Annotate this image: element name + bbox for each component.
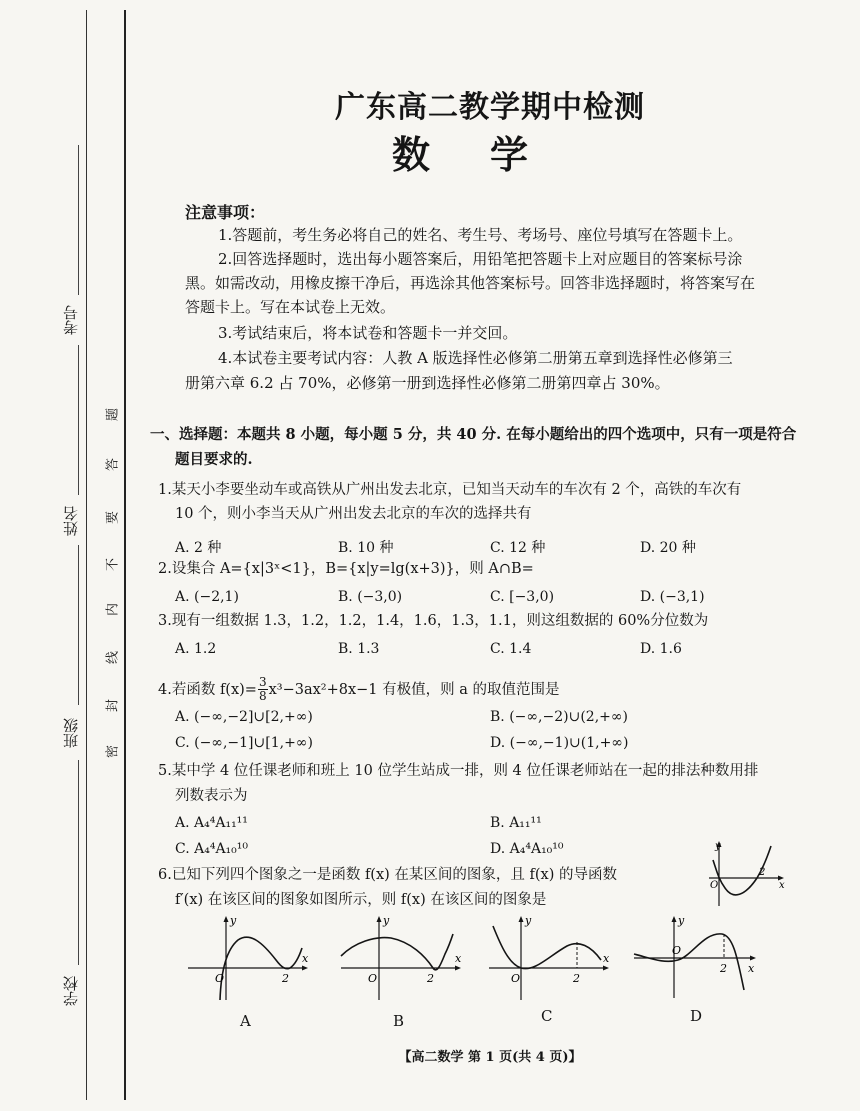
axis-x-label: x (455, 952, 462, 965)
seal-char: 题 (105, 408, 121, 422)
school-label: 学校 (62, 976, 80, 1006)
fraction-denominator: 8 (258, 688, 267, 703)
section-heading: 题目要求的. (175, 451, 253, 468)
notice-line: 黑。如需改动，用橡皮擦干净后，再选涂其他答案标号。回答非选择题时，将答案写在 (185, 274, 756, 292)
axis-y-label: y (383, 914, 390, 927)
q2-option-c: C. [−3,0) (490, 589, 555, 605)
question-1-text: 10 个，则小李当天从广州出发去北京的车次的选择共有 (175, 506, 532, 522)
q3-option-b: B. 1.3 (338, 641, 380, 657)
q2-option-a: A. (−2,1) (175, 589, 239, 605)
notice-line: 4.本试卷主要考试内容：人教 A 版选择性必修第二册第五章到选择性必修第三 (218, 349, 733, 367)
subject-title: 数学 (391, 132, 588, 177)
origin-label: O (672, 944, 682, 957)
axis-x-label: x (748, 962, 755, 975)
origin-label: O (215, 972, 225, 985)
seal-char: 线 (105, 651, 121, 665)
graph-c-label: C (541, 1007, 553, 1025)
q3-option-c: C. 1.4 (490, 641, 532, 657)
q1-option-c: C. 12 种 (490, 540, 546, 556)
seal-char: 答 (105, 458, 121, 472)
q3-option-d: D. 1.6 (640, 641, 682, 657)
graph-a-label: A (240, 1012, 251, 1030)
option-graph-b (335, 912, 465, 1004)
axis-x-label: x (603, 952, 610, 965)
tick-label: 2 (573, 972, 580, 985)
page-footer: 【高二数学 第 1 页(共 4 页)】 (398, 1050, 582, 1065)
q4-option-d: D. (−∞,−1)∪(1,+∞) (490, 735, 629, 751)
q4-text-pre: 4.若函数 f(x)= (158, 682, 257, 699)
notice-line: 答题卡上。写在本试卷上无效。 (185, 298, 396, 316)
origin-label: O (368, 972, 378, 985)
axis-y-label: y (525, 914, 532, 927)
notice-line: 2.回答选择题时，选出每小题答案后，用铅笔把答题卡上对应题目的答案标号涂 (218, 250, 743, 268)
option-graph-a (182, 912, 312, 1004)
q5-option-d: D. A₄⁴A₁₀¹⁰ (490, 841, 564, 857)
exam-no-label: 考号 (62, 305, 80, 335)
seal-char: 要 (105, 511, 121, 525)
exam-title: 广东高二教学期中检测 (335, 90, 645, 125)
name-blank-line (78, 345, 79, 495)
class-blank-line (78, 545, 79, 705)
question-1-text: 1.某天小李要坐动车或高铁从广州出发去北京，已知当天动车的车次有 2 个，高铁的车次有 (158, 482, 742, 498)
graph-d-label: D (690, 1007, 703, 1025)
axis-x-label: x (779, 880, 785, 891)
question-2-text: 2.设集合 A={x|3ˣ<1}，B={x|y=lg(x+3)}，则 A∩B= (158, 561, 534, 577)
q5-option-a: A. A₄⁴A₁₁¹¹ (175, 815, 248, 831)
q5-option-c: C. A₄⁴A₁₀¹⁰ (175, 841, 249, 857)
q1-option-d: D. 20 种 (640, 540, 696, 556)
axis-y-label: y (715, 841, 721, 852)
option-graph-d (630, 912, 760, 1004)
axis-y-label: y (678, 914, 685, 927)
q1-option-b: B. 10 种 (338, 540, 394, 556)
seal-char: 密 (105, 745, 121, 759)
q3-option-a: A. 1.2 (175, 641, 217, 657)
name-label: 姓名 (62, 506, 80, 536)
tick-label: 2 (427, 972, 434, 985)
seal-char: 内 (105, 603, 121, 617)
graph-b-label: B (393, 1012, 405, 1030)
section-heading: 一、选择题：本题共 8 小题，每小题 5 分，共 40 分. 在每小题给出的四个选项中，只有一项是符合 (150, 426, 797, 443)
derivative-graph (705, 838, 787, 910)
seal-char: 封 (105, 699, 121, 713)
notice-heading: 注意事项： (185, 203, 266, 222)
class-label: 班级 (62, 718, 80, 748)
q2-option-b: B. (−3,0) (338, 589, 403, 605)
school-blank-line (78, 760, 79, 965)
notice-line: 3.考试结束后，将本试卷和答题卡一并交回。 (218, 324, 518, 342)
notice-line: 册第六章 6.2 占 70%，必修第一册到选择性必修第二册第四章占 30%。 (185, 374, 670, 392)
q1-option-a: A. 2 种 (175, 540, 222, 556)
seal-char: 不 (105, 558, 121, 572)
origin-label: O (511, 972, 521, 985)
axis-x-label: x (302, 952, 309, 965)
tick-label: 2 (720, 962, 727, 975)
origin-label: O (710, 880, 719, 891)
q2-option-d: D. (−3,1) (640, 589, 705, 605)
question-4-text (158, 677, 560, 703)
tick-label: 2 (282, 972, 289, 985)
q4-fraction (258, 676, 268, 702)
question-5-text: 5.某中学 4 位任课老师和班上 10 位学生站成一排，则 4 位任课老师站在一起的排法种数用排 (158, 763, 759, 779)
notice-line: 1.答题前，考生务必将自己的姓名、考生号、考场号、座位号填写在答题卡上。 (218, 226, 743, 244)
question-3-text: 3.现有一组数据 1.3，1.2，1.2，1.4，1.6，1.3，1.1，则这组数据的 60%分位数为 (158, 613, 709, 629)
q5-option-b: B. A₁₁¹¹ (490, 815, 542, 831)
question-6-text: f′(x) 在该区间的图象如图所示，则 f(x) 在该区间的图象是 (175, 892, 547, 908)
q4-text-post: x³−3ax²+8x−1 有极值，则 a 的取值范围是 (268, 682, 560, 699)
axis-y-label: y (230, 914, 237, 927)
option-graph-c (483, 912, 613, 1004)
q4-option-c: C. (−∞,−1]∪[1,+∞) (175, 735, 313, 751)
q4-option-a: A. (−∞,−2]∪[2,+∞) (175, 709, 313, 725)
q4-option-b: B. (−∞,−2)∪(2,+∞) (490, 709, 628, 725)
tick-label: 2 (759, 867, 766, 878)
fraction-numerator: 3 (258, 675, 267, 689)
question-5-text: 列数表示为 (175, 788, 248, 804)
question-6-text: 6.已知下列四个图象之一是函数 f(x) 在某区间的图象，且 f(x) 的导函数 (158, 867, 617, 883)
